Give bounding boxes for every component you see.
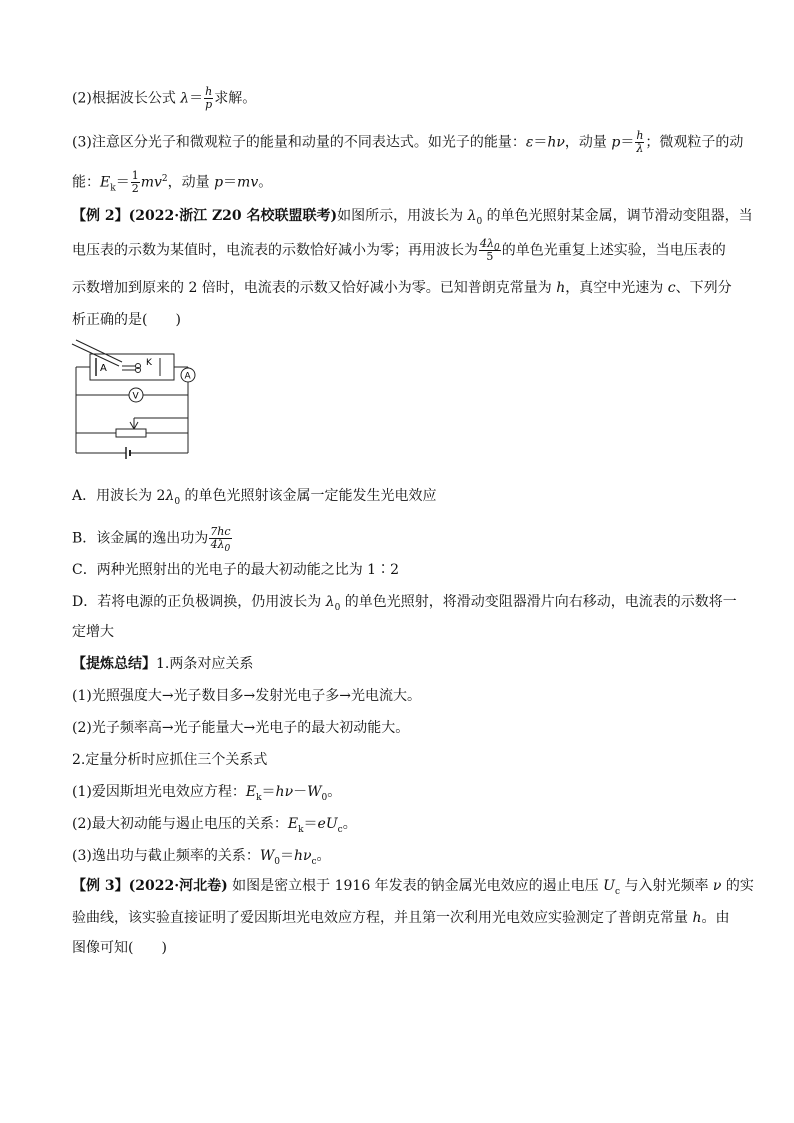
text: ＝ [189,90,204,107]
text: D．若将电源的正负极调换，仍用波长为 [72,594,326,610]
text: ，动量 [167,174,215,191]
slider-arrow [130,422,134,429]
subscript: c [337,824,343,835]
text: ＝ [620,134,635,151]
symbol: λ [180,90,190,107]
subscript: 0 [274,856,280,867]
denominator: 5 [486,250,494,263]
subscript: k [256,792,262,803]
formula-line-3a [72,129,744,155]
text: 能： [72,174,100,191]
text: 验曲线，该实验直接证明了爱因斯坦光电效应方程，并且第一次利用光电效应实验测定了普朗克常量 [72,910,693,926]
symbol: hν [547,134,565,151]
summary-relation-1 [72,782,722,802]
text: 电压表的示数为某值时，电流表的示数恰好减小为零；再用波长为 [72,242,478,259]
text: 与入射光频率 [620,878,713,894]
symbol: ε [525,134,534,151]
text: － [293,784,308,800]
example-2-line-3 [72,278,732,298]
text: 如图是密立根于 1916 年发表的钠金属光电效应的遏止电压 [227,878,604,894]
symbol: ν [712,878,722,894]
denominator: p [205,98,213,111]
text: 4λ [210,538,225,551]
numerator: h [636,129,644,142]
subscript: 0 [224,544,231,555]
formula-line-3b [72,170,722,195]
option-c [72,560,722,580]
subscript: c [614,886,620,897]
text: 1.两条对应关系 [156,656,254,672]
symbol: eU [317,816,338,832]
text: 。 [342,816,357,832]
summary-line-1 [72,686,722,706]
text: ＝ [303,816,318,832]
symbol: hν [275,784,294,800]
symbol: E [100,174,111,191]
text: (2)最大初动能与遏止电压的关系： [72,816,288,832]
summary-title-2 [72,750,722,770]
text: 定增大 [72,624,114,640]
option-a [72,486,722,506]
text: 。 [327,784,342,800]
label-a: A [100,363,107,374]
symbol: W [307,784,322,800]
option-d-line-2 [72,622,722,642]
summary-relation-3 [72,846,722,866]
text: 。 [258,174,273,191]
denominator: λ [636,142,644,155]
text: 。由 [701,910,730,926]
text: 的单色光照射某金属，调节滑动变阻器，当 [482,208,753,224]
text: (2)光子频率高→光子能量大→光电子的最大初动能大。 [72,720,410,736]
summary-tag: 【提炼总结】 [72,656,156,672]
text: 的单色光重复上述实验，当电压表的 [501,242,726,259]
summary-title [72,654,722,674]
numerator: 7hc [210,525,231,538]
slider-arrow [134,422,138,429]
summary-line-2 [72,718,722,738]
ammeter-label: A [184,371,191,382]
text: A．用波长为 2 [72,488,166,504]
circuit-svg [64,338,204,468]
text: ，真空中光速为 [565,280,668,296]
text: (3)注意区分光子和微观粒子的能量和动量的不同表达式。如光子的能量： [72,134,526,151]
example-3-line-1 [72,876,754,897]
symbol: hν [293,848,312,864]
text: (2)根据波长公式 [72,90,181,107]
text: 析正确的是( ) [72,312,181,328]
symbol: mv [140,174,162,191]
text: 的实 [721,878,754,894]
option-d-line-1 [72,592,737,613]
numerator: h [205,85,213,98]
text: 的单色光照射，将滑动变阻器滑片向右移动，电流表的示数将一 [340,594,737,610]
fraction [131,170,140,195]
example-2-line-1 [72,206,753,227]
text: B．该金属的逸出功为 [72,530,209,547]
text: 求解。 [214,90,257,107]
example-3-line-2 [72,908,730,928]
text: 。 [316,848,331,864]
symbol: λ [165,488,175,504]
text: ＝ [261,784,276,800]
text: 的单色光照射该金属一定能发生光电效应 [180,488,437,504]
subscript: k [298,824,304,835]
example-2-line-2 [72,237,726,263]
symbol: U [603,878,615,894]
text: 示数增加到原来的 2 倍时，电流表的示数又恰好减小为零。已知普朗克常量为 [72,280,557,296]
light-ray [76,340,122,362]
symbol: c [667,280,676,296]
symbol: mv [237,174,259,191]
symbol: λ [467,208,477,224]
subscript: 0 [334,602,341,613]
fraction [479,238,501,263]
circuit-diagram [64,338,204,468]
summary-relation-2 [72,814,722,834]
text: ＝ [223,174,238,191]
text: (1)光照强度大→光子数目多→发射光电子多→光电流大。 [72,688,422,704]
fraction [635,130,644,155]
symbol: W [259,848,275,864]
option-b [72,525,722,555]
numerator: 1 [131,169,139,182]
text: ，动量 [564,134,612,151]
text: C．两种光照射出的光电子的最大初动能之比为 1∶2 [72,562,399,578]
symbol: p [611,134,621,151]
voltmeter-label: V [132,391,139,402]
rheostat [116,429,146,437]
text: 图像可知( ) [72,940,167,956]
subscript: 0 [321,792,328,803]
subscript: 0 [493,243,500,254]
text: (3)逸出功与截止频率的关系： [72,848,260,864]
fraction [209,525,231,555]
text: 如图所示，用波长为 [337,208,468,224]
label-k: K [146,358,152,368]
example-tag: 【例 3】(2022·河北卷) [72,878,228,894]
text: (1)爱因斯坦光电效应方程： [72,784,246,800]
denominator [209,538,231,555]
denominator: 2 [131,182,139,195]
text: 、下列分 [675,280,732,296]
text: ＝ [279,848,294,864]
example-2-line-4 [72,310,722,330]
text: ＝ [115,174,130,191]
symbol: h [556,280,566,296]
text: 4λ [480,237,494,250]
text: ；微观粒子的动 [645,134,744,151]
symbol: p [214,174,224,191]
symbol: E [245,784,257,800]
subscript: k [110,183,116,194]
text: 2.定量分析时应抓住三个关系式 [72,752,268,768]
symbol: λ [325,594,335,610]
symbol: E [287,816,299,832]
symbol: h [692,910,702,926]
formula-line-2 [72,86,722,111]
subscript: 0 [476,216,483,227]
example-tag: 【例 2】(2022·浙江 Z20 名校联盟联考) [72,208,338,224]
subscript: 0 [174,496,181,507]
fraction [204,86,213,111]
text: ＝ [533,134,548,151]
subscript: c [311,856,317,867]
example-3-line-3 [72,938,722,958]
superscript: 2 [161,173,168,184]
